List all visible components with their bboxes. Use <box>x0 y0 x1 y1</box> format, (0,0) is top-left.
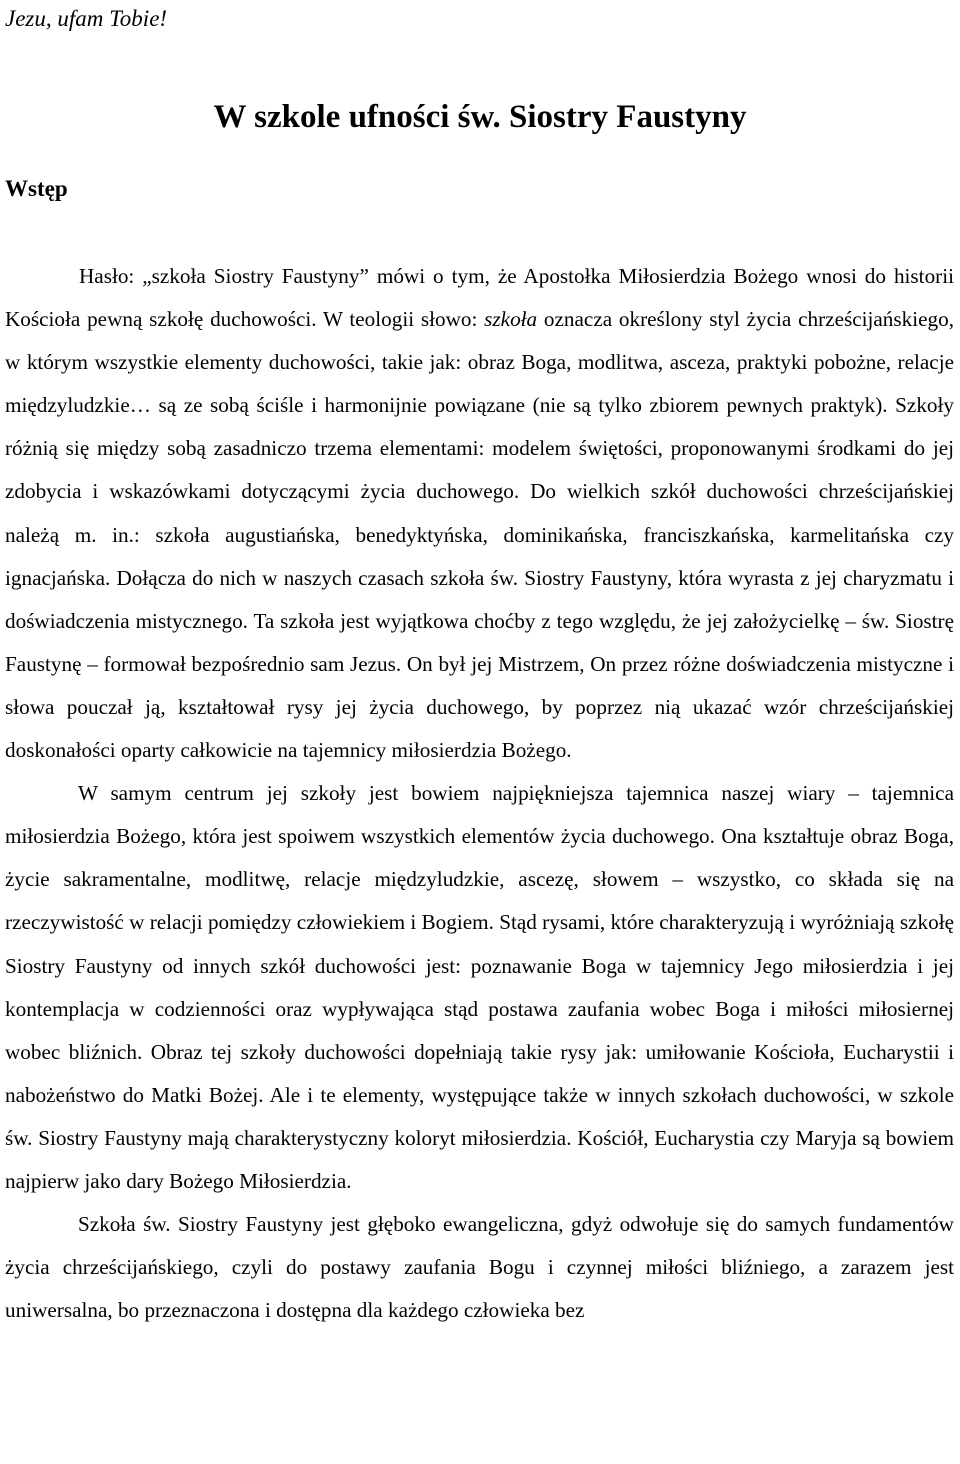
paragraph-3: Szkoła św. Siostry Faustyny jest głęboko ewangeliczna, gdyż odwołuje się do samych fundamentów życia chrześcijańskiego, czyli do postawy zaufania Bogu i czynnej miłości bliźniego, a zarazem jest uniwersalna, bo przeznaczona i dostępna dla każdego człowieka bez <box>5 1212 954 1323</box>
paragraph-2: W samym centrum jej szkoły jest bowiem najpiękniejsza tajemnica naszej wiary – tajemnica miłosierdzia Bożego, która jest spoiwem wszystkich elementów życia duchowego. Ona kształtuje obraz Boga, życie sakramentalne, modlitwę, relacje międzyludzkie, ascezę, słowem – wszystko, co składa się na rzeczywistość w relacji pomiędzy człowiekiem i Bogiem. Stąd rysami, które charakteryzują i wyróżniają szkołę Siostry Faustyny od innych szkół duchowości jest: poznawanie Boga w tajemnicy Jego miłosierdzia i jej kontemplacja w codzienności oraz wypływająca stąd postawa zaufania wobec Boga i miłości miłosiernej wobec bliźnich. Obraz tej szkoły duchowości dopełniają takie rysy jak: umiłowanie Kościoła, Eucharystii i nabożeństwo do Matki Bożej. Ale i te elementy, występujące także w innych szkołach duchowości, w szkole św. Siostry Faustyny mają charakterystyczny koloryt miłosierdzia. Kościół, Eucharystia czy Maryja są bowiem najpierw jako dary Bożego Miłosierdzia. <box>5 781 954 1193</box>
page-title: W szkole ufności św. Siostry Faustyny <box>213 99 747 135</box>
page-header: Jezu, ufam Tobie! <box>5 6 168 31</box>
section-heading: Wstęp <box>5 176 68 201</box>
emphasis-term: szkoła <box>484 307 538 332</box>
document-body <box>5 255 954 1332</box>
paragraph-1 <box>5 255 954 772</box>
paragraph-1-text-b: oznacza określony styl życia chrześcijańskiego, w którym wszystkie elementy duchowości, takie jak: obraz Boga, modlitwa, asceza, praktyki pobożne, relacje międzyludzkie… są ze sobą ściśle i harmonijnie powiązane (nie są tylko zbiorem pewnych praktyk). Szkoły różnią się między sobą zasadniczo trzema elementami: modelem świętości, proponowanymi środkami do jej zdobycia i wskazówkami dotyczącymi życia duchowego. Do wielkich szkół duchowości chrześcijańskiej należą m. in.: szkoła augustiańska, benedyktyńska, dominikańska, franciszkańska, karmelitańska czy ignacjańska. Dołącza do nich w naszych czasach szkoła św. Siostry Faustyny, która wyrasta z jej charyzmatu i doświadczenia mistycznego. Ta szkoła jest wyjątkowa choćby z tego względu, że jej założycielkę – św. Siostrę Faustynę – formował bezpośrednio sam Jezus. On był jej Mistrzem, On przez różne doświadczenia mistyczne i słowa pouczał ją, kształtował rysy jej życia duchowego, by poprzez nią ukazać wzór chrześcijańskiej doskonałości oparty całkowicie na tajemnicy miłosierdzia Bożego. <box>5 307 955 763</box>
paragraph-1-text-a: Hasło: „szkoła Siostry Faustyny” mówi o tym, że Apostołka Miłosierdzia Bożego wnosi do historii Kościoła pewną szkołę duchowości. W teologii słowo: <box>5 264 954 332</box>
